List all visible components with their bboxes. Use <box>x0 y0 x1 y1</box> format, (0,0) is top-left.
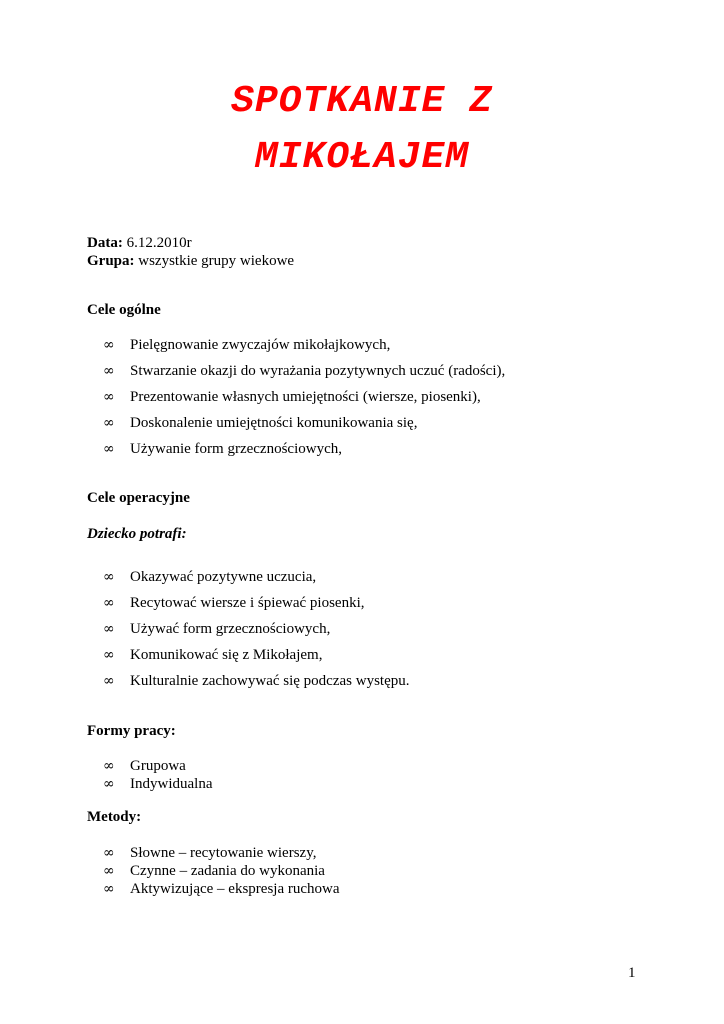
infinity-bullet-icon: ∞ <box>103 845 115 861</box>
date-value: 6.12.2010r <box>122 235 192 251</box>
list-formy-pracy <box>103 757 212 793</box>
infinity-bullet-icon: ∞ <box>103 776 115 792</box>
list-item: ∞ Okazywać pozytywne uczucia, <box>103 569 317 585</box>
list-item: ∞ Indywidualna <box>103 776 213 792</box>
list-item: ∞ Czynne – zadania do wykonania <box>103 863 325 879</box>
infinity-bullet-icon: ∞ <box>103 621 115 637</box>
title-line-2: MIKOŁAJEM <box>254 136 470 179</box>
infinity-bullet-icon: ∞ <box>103 881 115 897</box>
list-item: ∞ Komunikować się z Mikołajem, <box>103 647 323 663</box>
list-item: ∞ Aktywizujące – ekspresja ruchowa <box>103 881 340 897</box>
section-heading-cele-ogolne: Cele ogólne <box>87 302 161 318</box>
list-item: ∞ Słowne – recytowanie wierszy, <box>103 845 317 861</box>
list-item: ∞ Recytować wiersze i śpiewać piosenki, <box>103 595 365 611</box>
section-heading-metody: Metody: <box>87 809 142 825</box>
infinity-bullet-icon: ∞ <box>103 363 115 379</box>
infinity-bullet-icon: ∞ <box>103 595 115 611</box>
infinity-bullet-icon: ∞ <box>103 758 115 774</box>
subheading-dziecko-potrafi: Dziecko potrafi: <box>87 526 187 542</box>
list-item: ∞ Stwarzanie okazji do wyrażania pozytywnych uczuć (radości), <box>103 363 506 379</box>
list-item: ∞ Używać form grzecznościowych, <box>103 621 331 637</box>
infinity-bullet-icon: ∞ <box>103 337 115 353</box>
list-item: ∞ Grupowa <box>103 758 186 774</box>
list-item: ∞ Pielęgnowanie zwyczajów mikołajkowych, <box>103 337 391 353</box>
list-metody <box>103 844 340 898</box>
infinity-bullet-icon: ∞ <box>103 389 115 405</box>
group-line <box>87 252 294 270</box>
list-item: ∞ Prezentowanie własnych umiejętności (wiersze, piosenki), <box>103 389 481 405</box>
group-label: Grupa: <box>87 253 135 269</box>
section-heading-formy-pracy: Formy pracy: <box>87 723 176 739</box>
infinity-bullet-icon: ∞ <box>103 441 115 457</box>
infinity-bullet-icon: ∞ <box>103 415 115 431</box>
date-line <box>87 234 192 252</box>
list-item: ∞ Doskonalenie umiejętności komunikowania się, <box>103 415 418 431</box>
section-heading-cele-operacyjne: Cele operacyjne <box>87 490 190 506</box>
infinity-bullet-icon: ∞ <box>103 863 115 879</box>
list-cele-ogolne <box>103 336 505 466</box>
infinity-bullet-icon: ∞ <box>103 673 115 689</box>
list-item: ∞ Kulturalnie zachowywać się podczas występu. <box>103 673 410 689</box>
date-label: Data: <box>87 235 123 251</box>
group-value: wszystkie grupy wiekowe <box>134 253 295 269</box>
list-item: ∞ Używanie form grzecznościowych, <box>103 441 342 457</box>
title-line-1: SPOTKANIE Z <box>231 80 493 123</box>
page-number: 1 <box>628 965 636 981</box>
list-cele-operacyjne <box>103 568 410 698</box>
infinity-bullet-icon: ∞ <box>103 647 115 663</box>
infinity-bullet-icon: ∞ <box>103 569 115 585</box>
